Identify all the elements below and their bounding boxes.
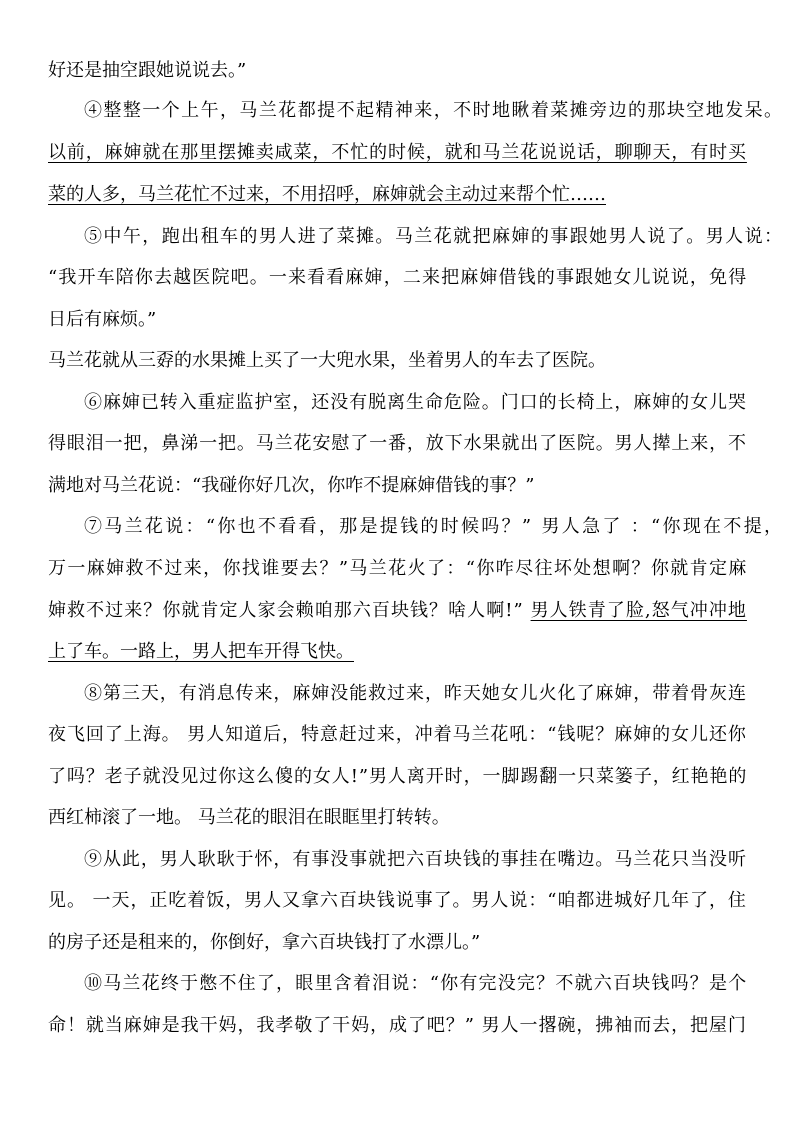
text-line — [48, 178, 606, 212]
text-segment: 马兰花就从三孬的水果摊上买了一大兜水果，坐着男人的车去了医院。 — [48, 350, 606, 371]
underlined-text: 以前，麻婶就在那里摆摊卖咸菜，不忙的时候，就和马兰花说说话，聊聊天，有时买 — [48, 142, 747, 163]
text-segment: 命！就当麻婶是我干妈，我孝敬了干妈，成了吧？” 男人一撂碗，拂袖而去，把屋门 — [48, 1015, 747, 1036]
text-line — [48, 718, 747, 752]
text-segment: ⑦马兰花说：“你也不看看，那是提钱的时候吗？” 男人急了 ：“你现在不提， — [84, 516, 785, 537]
text-segment: ④整整一个上午，马兰花都提不起精神来，不时地瞅着菜摊旁边的那块空地发呆。 — [84, 100, 784, 121]
underlined-text: 上了车。一路上，男人把车开得飞快。 — [48, 641, 354, 662]
text-line — [48, 884, 747, 918]
text-line — [48, 594, 747, 628]
text-line — [84, 94, 783, 128]
underlined-text: 男人铁青了脸,怒气冲冲地 — [530, 600, 747, 621]
text-line — [48, 926, 480, 960]
text-segment: 得眼泪一把，鼻涕一把。马兰花安慰了一番，放下水果就出了医院。男人撵上来，不 — [48, 433, 747, 454]
text-segment: ⑨从此，男人耿耿于怀，有事没事就把六百块钱的事挂在嘴边。马兰花只当没听 — [84, 849, 747, 870]
text-line — [48, 760, 747, 794]
text-line — [48, 427, 747, 461]
text-segment: 夜飞回了上海。 男人知道后，特意赶过来，冲着马兰花吼：“钱呢？麻婶的女儿还你 — [48, 724, 747, 745]
text-line — [48, 303, 156, 337]
text-line — [48, 344, 606, 378]
text-segment: 婶救不过来？你就肯定人家会赖咱那六百块钱？啥人啊!” — [48, 600, 531, 621]
text-segment: ⑤中午，跑出租车的男人进了菜摊。马兰花就把麻婶的事跟她男人说了。男人说： — [84, 226, 784, 247]
text-line — [48, 136, 747, 170]
text-segment: 了吗？老子就没见过你这么傻的女人!”男人离开时，一脚踢翻一只菜篓子，红艳艳的 — [48, 766, 748, 787]
underlined-text: 菜的人多，马兰花忙不过来，不用招呼，麻婶就会主动过来帮个忙…… — [48, 184, 606, 205]
text-segment: ⑩马兰花终于憋不住了，眼里含着泪说：“你有完没完？不就六百块钱吗？是个 — [84, 973, 748, 994]
text-segment: 见。 一天，正吃着饭，男人又拿六百块钱说事了。男人说：“咱都进城好几年了，住 — [48, 890, 747, 911]
text-segment: 好还是抽空跟她说说去。” — [48, 60, 247, 81]
text-line — [84, 967, 747, 1001]
text-line — [48, 801, 450, 835]
text-line — [48, 1009, 747, 1043]
text-line — [84, 220, 783, 254]
text-line — [48, 552, 748, 586]
text-segment: 的房子还是租来的，你倒好，拿六百块钱打了水漂儿。” — [48, 932, 481, 953]
text-line — [84, 386, 747, 420]
text-line — [48, 261, 747, 295]
text-line — [84, 510, 784, 544]
text-segment: 日后有麻烦。” — [48, 309, 157, 330]
text-segment: 西红柿滚了一地。 马兰花的眼泪在眼眶里打转转。 — [48, 807, 450, 828]
text-line — [48, 469, 534, 503]
text-segment: “我开车陪你去越医院吧。一来看看麻婶，二来把麻婶借钱的事跟她女儿说说，免得 — [48, 267, 748, 288]
text-line — [84, 677, 747, 711]
text-segment: 万一麻婶救不过来，你找谁要去？”马兰花火了：“你咋尽往坏处想啊？你就肯定麻 — [48, 558, 748, 579]
text-segment: ⑥麻婶已转入重症监护室，还没有脱离生命危险。门口的长椅上，麻婶的女儿哭 — [84, 392, 747, 413]
text-line — [84, 843, 747, 877]
text-line — [48, 54, 246, 88]
text-line — [48, 635, 354, 669]
text-segment: ⑧第三天，有消息传来，麻婶没能救过来，昨天她女儿火化了麻婶，带着骨灰连 — [84, 683, 747, 704]
text-segment: 满地对马兰花说：“我碰你好几次，你咋不提麻婶借钱的事？” — [48, 475, 535, 496]
